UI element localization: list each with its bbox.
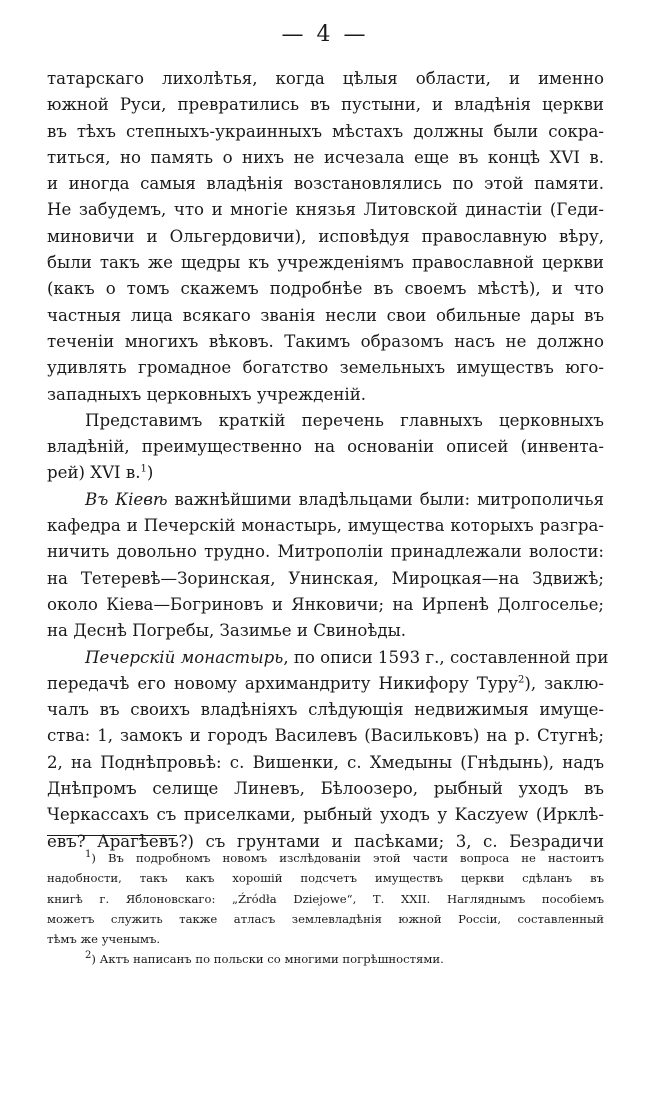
text-line: южной Руси, превратились въ пустыни, и владѣнія церкви	[47, 95, 604, 115]
main-text	[47, 66, 609, 855]
page-number: — 4 —	[281, 22, 369, 47]
text-line: удивлять громадное богатство земельныхъ имуществъ юго-	[47, 358, 604, 378]
text-line: миновичи и Ольгердовичи), исповѣдуя православную вѣру,	[47, 226, 604, 246]
text-line: 2, на Поднѣпровьѣ: с. Вишенки, с. Хмедыны (Гнѣдынь), надъ	[47, 752, 604, 772]
paragraph	[47, 408, 604, 487]
text-line	[47, 487, 604, 513]
text-line: на Деснѣ Погребы, Зазимье и Свиноѣды.	[47, 621, 407, 641]
text-line: западныхъ церковныхъ учрежденій.	[47, 384, 367, 404]
footnote-reference[interactable]: 1	[140, 463, 147, 475]
footnote-divider	[47, 835, 177, 836]
text-line: частныя лица всякаго званія несли свои обильные дары въ	[47, 305, 604, 325]
text-line	[47, 671, 604, 697]
text-fragment: ) Актъ написанъ по польски со многими погрѣшностями.	[91, 952, 444, 967]
text-line: владѣній, преимущественно на основаніи описей (инвента-	[47, 437, 604, 457]
footnote-line: можетъ служить также атласъ землевладѣнія южной Россіи, составленный	[47, 911, 604, 926]
text-line: на Тетеревѣ—Зоринская, Унинская, Мироцкая—на Здвижѣ;	[47, 568, 604, 588]
text-line: рей) XVI в.$^1$)	[47, 463, 154, 483]
footnote-marker: 1	[85, 849, 92, 861]
emphasis-text: Въ Кіевѣ	[85, 489, 168, 509]
text-line: кафедра и Печерскій монастырь, имущества которыхъ разгра-	[47, 516, 604, 536]
footnote-reference[interactable]: 2	[517, 674, 525, 686]
paragraph	[47, 66, 604, 408]
footnote-line: книгѣ г. Яблоновскаго: „Źródła Dziejowe“, Т. XXII. Нагляднымъ пособіемъ	[47, 891, 604, 906]
paragraph	[47, 645, 609, 855]
text-line: чалъ въ своихъ владѣніяхъ слѣдующія недвижимыя имуще-	[47, 700, 604, 720]
footnote-line	[47, 848, 604, 868]
footnote-line	[47, 949, 604, 969]
text-line: (какъ о томъ скажемъ подробнѣе въ своемъ мѣстѣ), и что	[47, 279, 604, 299]
text-line: въ тѣхъ степныхъ-украинныхъ мѣстахъ должны были сокра-	[47, 121, 604, 141]
text-line: Днѣпромъ селище Линевъ, Бѣлоозеро, рыбный уходъ въ	[47, 779, 604, 799]
text-line	[47, 645, 609, 671]
footnote-2	[47, 949, 604, 969]
text-fragment: ) Въ подробномъ новомъ изслѣдованіи этой части вопроса не настоитъ	[91, 851, 604, 865]
emphasis-text: Печерскій монастырь	[85, 647, 284, 667]
footnote-marker: 2	[85, 950, 92, 962]
text-fragment: важнѣйшими владѣльцами были: митрополичья	[167, 489, 604, 509]
text-line: Представимъ краткій перечень главныхъ церковныхъ	[85, 410, 604, 430]
text-line: были такъ же щедры къ учрежденіямъ православной церкви	[47, 253, 604, 273]
text-fragment: передачѣ его новому архимандриту Никифору Туру	[47, 673, 518, 693]
text-line: около Кіева—Богриновъ и Янковичи; на Ирпенѣ Долгоселье;	[47, 594, 604, 614]
text-line: Не забудемъ, что и многіе князья Литовской династіи (Геди-	[47, 200, 604, 220]
text-fragment: , по описи 1593 г., составленной при	[283, 647, 609, 667]
text-line: Черкассахъ съ приселками, рыбный уходъ у Kaczyew (Ирклѣ-	[47, 805, 604, 825]
footnote-1	[47, 848, 604, 949]
text-line: ничить довольно трудно. Митрополіи принадлежали волости:	[47, 542, 604, 562]
footnote-line: надобности, такъ какъ хорошій подсчетъ имуществъ церкви сдѣланъ въ	[47, 871, 604, 886]
footnote-line: тѣмъ же ученымъ.	[47, 932, 161, 947]
text-fragment: ), заклю-	[524, 673, 604, 693]
text-line: татарскаго лихолѣтья, когда цѣлыя области, и именно	[47, 69, 604, 88]
text-fragment: рей) XVI в.	[47, 463, 141, 483]
text-line: и иногда самыя владѣнія возстановлялись по этой памяти.	[47, 174, 604, 194]
paragraph	[47, 487, 604, 645]
text-line: евъ? Арагѣевъ?) съ грунтами и пасѣками; 3, с. Безрадичи	[47, 831, 604, 851]
footnotes	[47, 848, 604, 970]
text-line: ства: 1, замокъ и городъ Василевъ (Васильковъ) на р. Стугнѣ;	[47, 726, 604, 746]
text-line: титься, но память о нихъ не исчезала еще въ концѣ XVI в.	[47, 147, 604, 167]
text-line: теченіи многихъ вѣковъ. Такимъ образомъ насъ не должно	[47, 331, 604, 351]
